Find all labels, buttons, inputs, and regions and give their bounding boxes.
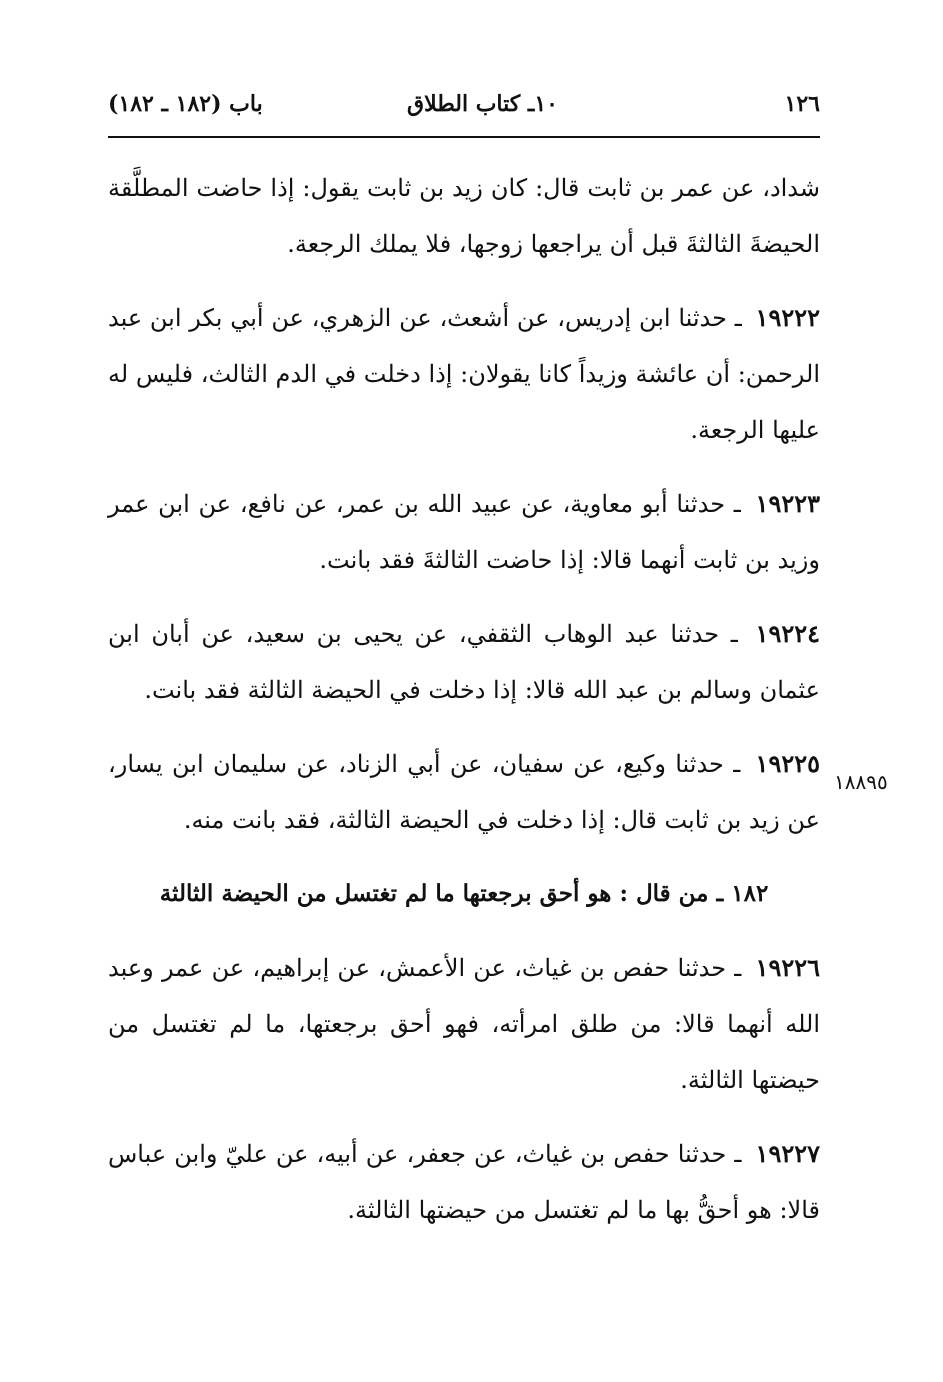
hadith-paragraph bbox=[108, 476, 820, 588]
header-divider bbox=[108, 136, 820, 138]
paragraph-text: شداد، عن عمر بن ثابت قال: كان زيد بن ثابت يقول: إذا حاضت المطلَّقة الحيضةَ الثالثةَ قبل أن يراجعها زوجها، فلا يملك الرجعة. bbox=[108, 174, 821, 258]
paragraph-text: ـ حدثنا أبو معاوية، عن عبيد الله بن عمر، عن نافع، عن ابن عمر وزيد بن ثابت أنهما قالا: إذا حاضت الثالثةَ فقد بانت. bbox=[108, 490, 820, 574]
hadith-number: ١٩٢٢٥ bbox=[755, 749, 820, 778]
page-header bbox=[108, 86, 820, 126]
hadith-number: ١٩٢٢٣ bbox=[755, 489, 820, 518]
hadith-number: ١٩٢٢٦ bbox=[755, 953, 820, 982]
hadith-paragraph bbox=[108, 736, 820, 848]
paragraph-text: ـ حدثنا حفص بن غياث، عن جعفر، عن أبيه، عن عليّ وابن عباس قالا: هو أحقُّ بها ما لم تغتسل من حيضتها الثالثة. bbox=[108, 1140, 820, 1224]
hadith-number: ١٩٢٢٧ bbox=[755, 1139, 820, 1168]
hadith-number: ١٩٢٢٢ bbox=[755, 303, 820, 332]
section-heading: ١٨٢ ـ من قال : هو أحق برجعتها ما لم تغتسل من الحيضة الثالثة bbox=[159, 880, 769, 907]
hadith-paragraph bbox=[108, 1126, 820, 1238]
hadith-paragraph bbox=[108, 606, 820, 718]
paragraph-text: ـ حدثنا ابن إدريس، عن أشعث، عن الزهري، عن أبي بكر ابن عبد الرحمن: أن عائشة وزيداً كانا يقولان: إذا دخلت في الدم الثالث، فليس له عليها الرجعة. bbox=[108, 304, 820, 444]
book-title: ١٠ـ كتاب الطلاق bbox=[407, 91, 558, 117]
paragraph-text: ـ حدثنا حفص بن غياث، عن الأعمش، عن إبراهيم، عن عمر وعبد الله أنهما قالا: من طلق امرأته، فهو أحق برجعتها، ما لم تغتسل من حيضتها الثالثة. bbox=[108, 954, 820, 1094]
chapter-range: باب (١٨٢ ـ ١٨٢) bbox=[108, 91, 263, 117]
margin-reference-number: ١٨٨٩٥ bbox=[834, 770, 888, 794]
page-number: ١٢٦ bbox=[784, 91, 820, 117]
hadith-number: ١٩٢٢٤ bbox=[755, 619, 820, 648]
paragraph-text: ـ حدثنا عبد الوهاب الثقفي، عن يحيى بن سعيد، عن أبان ابن عثمان وسالم بن عبد الله قالا: إذا دخلت في الحيضة الثالثة فقد بانت. bbox=[108, 620, 820, 704]
main-text bbox=[108, 160, 820, 1256]
hadith-paragraph bbox=[108, 940, 820, 1108]
paragraph-text: ـ حدثنا وكيع، عن سفيان، عن أبي الزناد، عن سليمان ابن يسار، عن زيد بن ثابت قال: إذا دخلت في الحيضة الثالثة، فقد بانت منه. bbox=[108, 750, 820, 834]
paragraph-continuation bbox=[108, 160, 820, 272]
hadith-paragraph bbox=[108, 290, 820, 458]
